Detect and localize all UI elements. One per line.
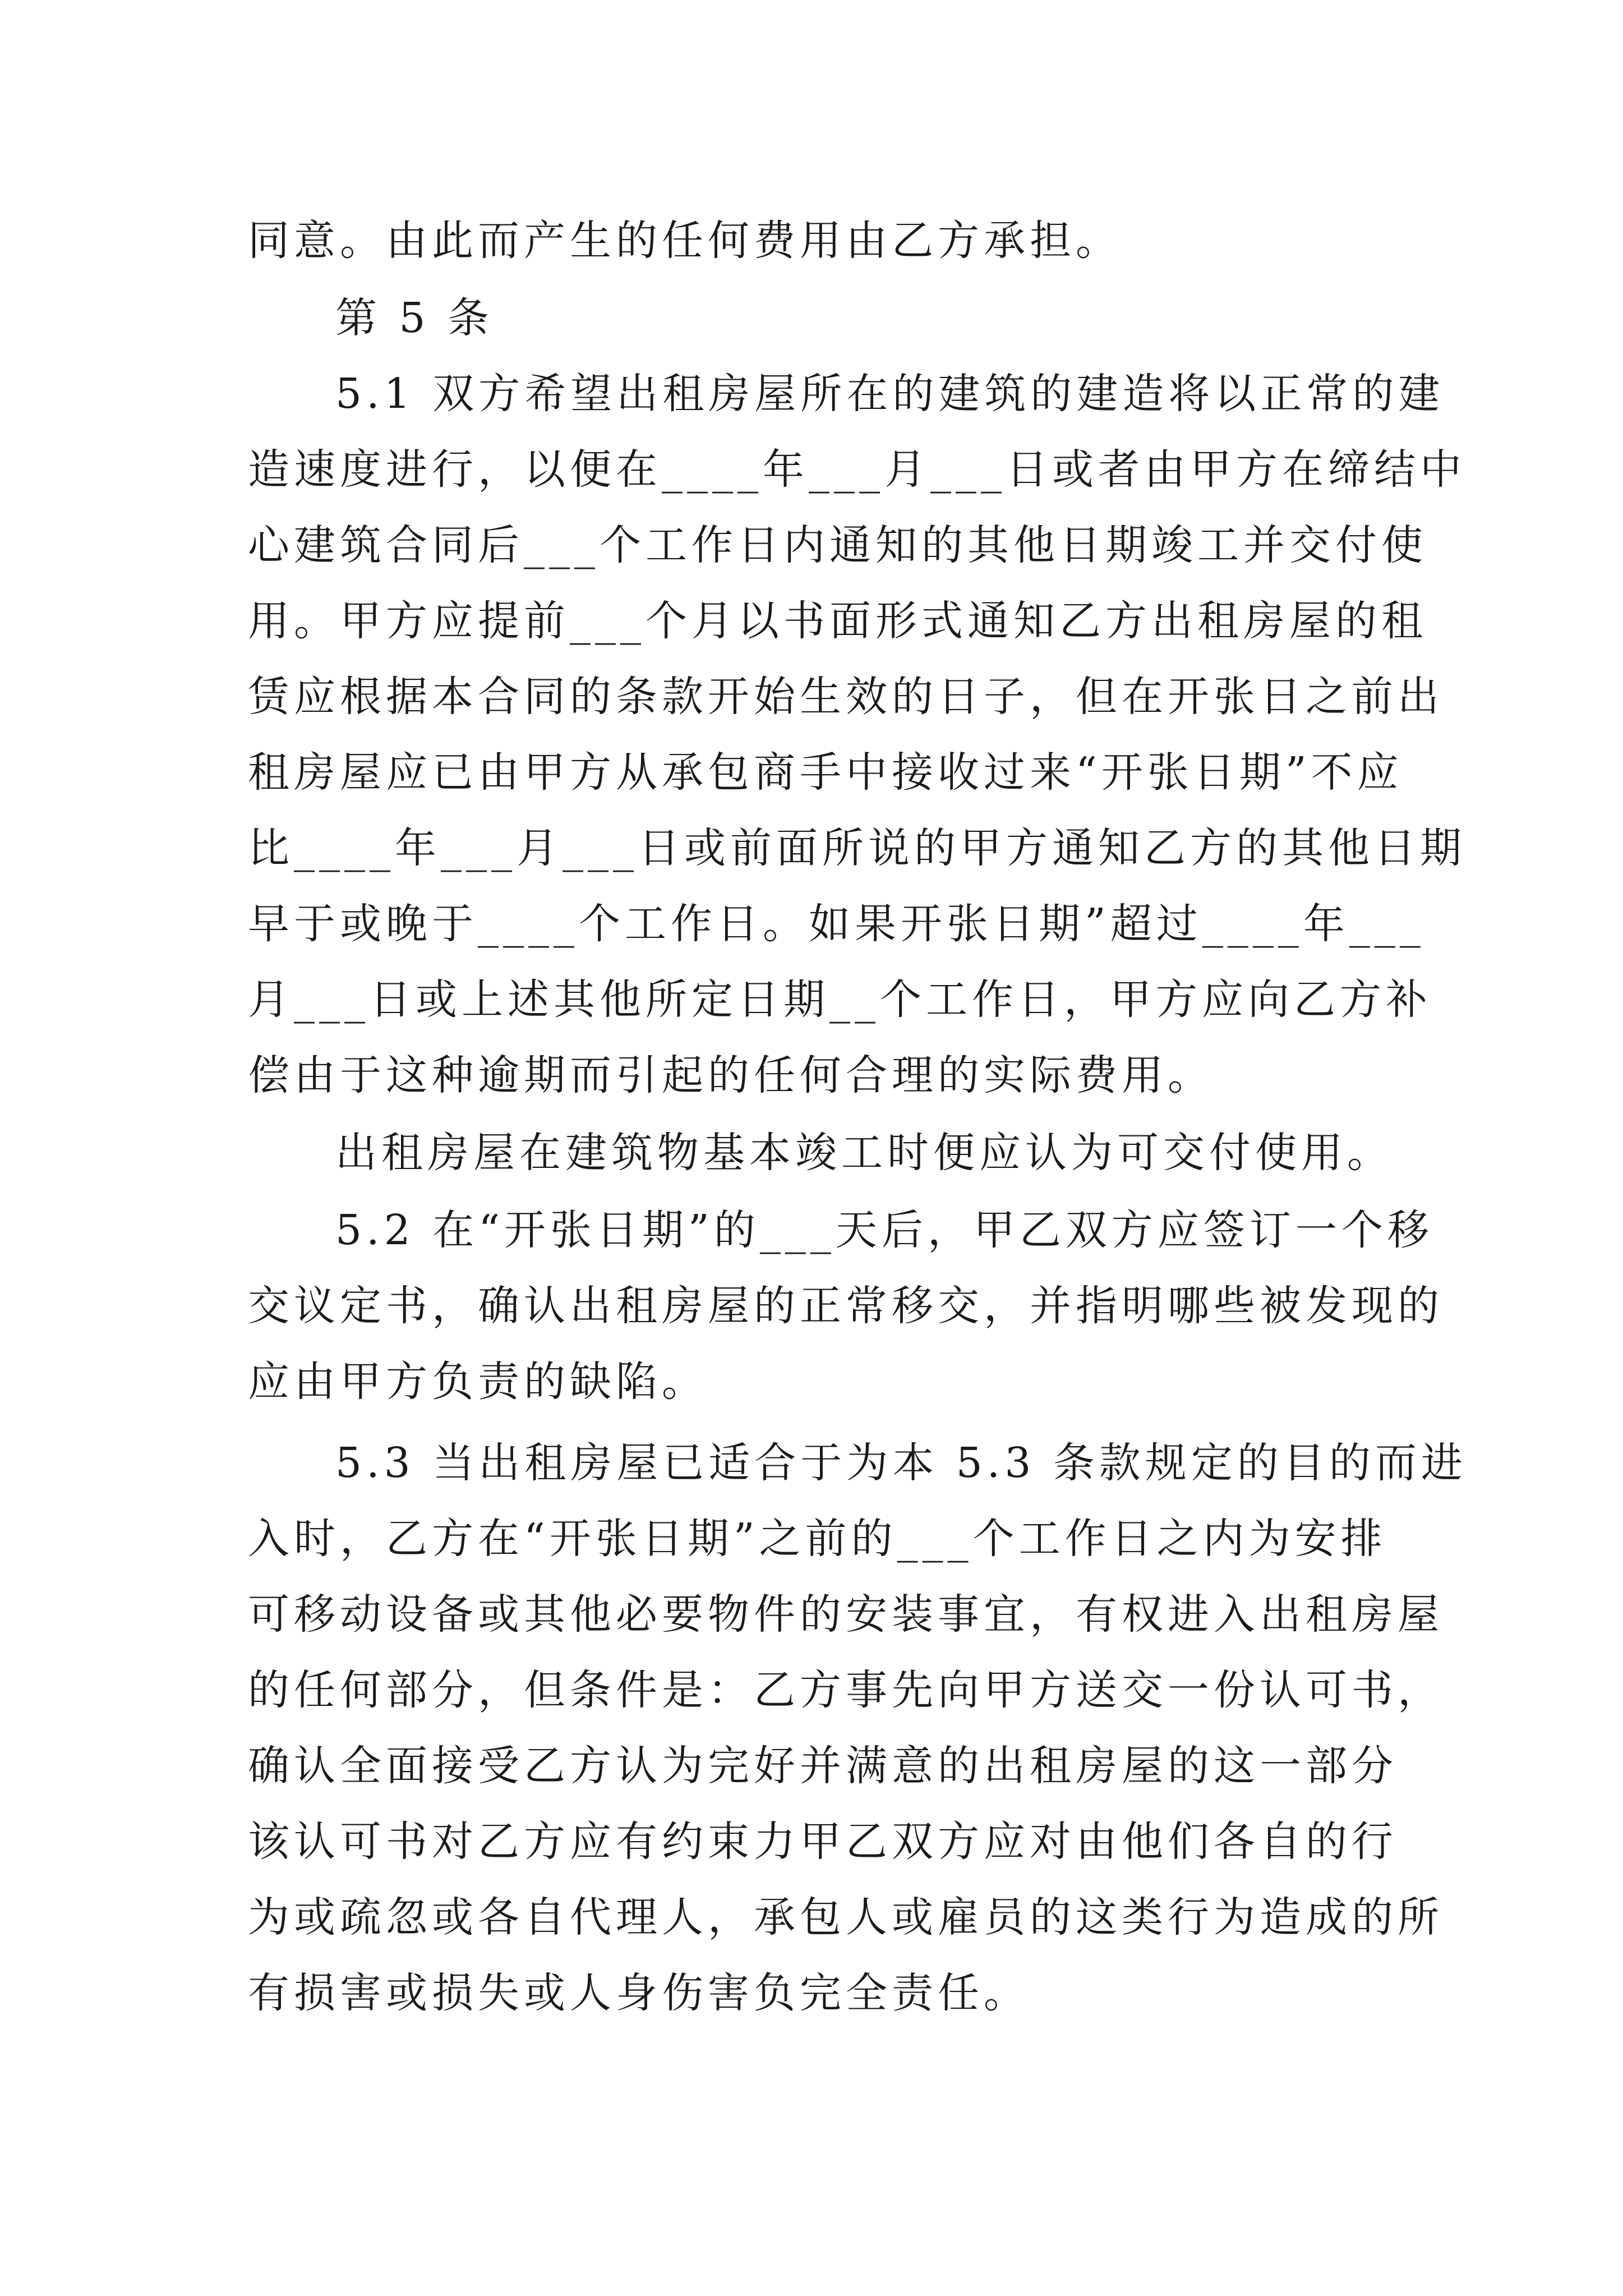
clause-5-1-line-2: 造速度进行，以便在____年___月___日或者由甲方在缔结中 [248, 445, 1466, 494]
clause-5-2-line-3: 应由甲方负责的缺陷。 [248, 1358, 708, 1406]
clause-5-3-line-1: 5.3 当出租房屋已适合于为本 5.3 条款规定的目的而进 [335, 1439, 1467, 1487]
clause-5-1-line-7: 比____年___月___日或前面所说的甲方通知乙方的其他日期 [248, 824, 1466, 872]
clause-5-3-line-6: 该认可书对乙方应有约束力甲乙双方应对由他们各自的行 [248, 1818, 1398, 1866]
clause-5-3-line-7: 为或疏忽或各自代理人，承包人或雇员的这类行为造成的所 [248, 1893, 1444, 1941]
clause-5-3-line-8: 有损害或损失或人身伤害负完全责任。 [248, 1969, 1030, 2017]
clause-5-3-line-5: 确认全面接受乙方认为完好并满意的出租房屋的这一部分 [248, 1742, 1398, 1790]
line-clause4-end: 同意。由此而产生的任何费用由乙方承担。 [248, 217, 1122, 265]
clause-5-2-line-2: 交议定书，确认出租房屋的正常移交，并指明哪些被发现的 [248, 1282, 1444, 1330]
clause-5-1-line-5: 赁应根据本合同的条款开始生效的日子，但在开张日之前出 [248, 673, 1444, 721]
clause-5-3-line-3: 可移动设备或其他必要物件的安装事宜，有权进入出租房屋 [248, 1590, 1444, 1639]
clause-5-1-line-8: 早于或晚于____个工作日。如果开张日期”超过____年___ [248, 900, 1425, 948]
clause-5-2-line-1: 5.2 在“开张日期”的___天后，甲乙双方应签订一个移 [335, 1206, 1433, 1254]
delivery-paragraph: 出租房屋在建筑物基本竣工时便应认为可交付使用。 [335, 1129, 1393, 1177]
clause-5-1-line-10: 偿由于这种逾期而引起的任何合理的实际费用。 [248, 1051, 1214, 1099]
clause-5-1-line-9: 月___日或上述其他所定日期__个工作日，甲方应向乙方补 [248, 976, 1432, 1024]
clause-5-heading: 第 5 条 [335, 294, 494, 342]
clause-5-1-line-6: 租房屋应已由甲方从承包商手中接收过来“开张日期”不应 [248, 748, 1403, 797]
clause-5-1-line-4: 用。甲方应提前___个月以书面形式通知乙方出租房屋的租 [248, 597, 1427, 645]
clause-5-3-line-4: 的任何部分，但条件是：乙方事先向甲方送交一份认可书， [248, 1666, 1444, 1714]
clause-5-3-line-2: 入时，乙方在“开张日期”之前的___个工作日之内为安排 [248, 1515, 1387, 1563]
clause-5-1-line-1: 5.1 双方希望出租房屋所在的建筑的建造将以正常的建 [335, 370, 1445, 418]
clause-5-1-line-3: 心建筑合同后___个工作日内通知的其他日期竣工并交付使 [248, 521, 1427, 569]
